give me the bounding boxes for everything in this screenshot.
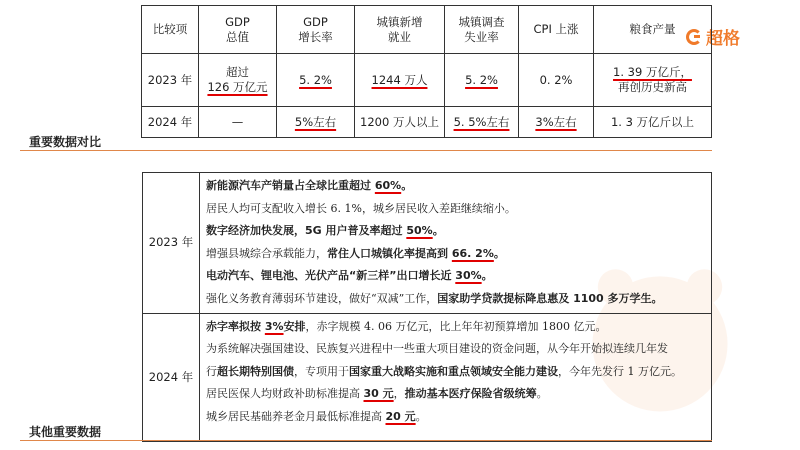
detail-line: 居民医保人均财政补助标准提高 30 元，推动基本医疗保险省级统筹。 bbox=[206, 387, 548, 401]
detail-line: 数字经济加快发展，5G 用户普及率超过 50%。 bbox=[206, 224, 444, 238]
section-divider bbox=[20, 150, 712, 151]
gdp-growth-cell: 5%左右 bbox=[277, 107, 355, 138]
new-jobs-cell: 1244 万人 bbox=[355, 54, 445, 107]
cpi-cell: 3%左右 bbox=[519, 107, 594, 138]
new-jobs-cell: 1200 万人以上 bbox=[355, 107, 445, 138]
unemployment-cell: 5. 2% bbox=[445, 54, 519, 107]
table-row bbox=[143, 173, 712, 314]
header-gdp-growth: GDP 增长率 bbox=[277, 6, 355, 54]
header-new-jobs: 城镇新增 就业 bbox=[355, 6, 445, 54]
gdp-growth-cell: 5. 2% bbox=[277, 54, 355, 107]
comparison-header-row bbox=[142, 6, 712, 54]
row-year: 2023 年 bbox=[143, 173, 200, 314]
unemployment-cell: 5. 5%左右 bbox=[445, 107, 519, 138]
detail-line: 新能源汽车产销量占全球比重超过 60%。 bbox=[206, 179, 413, 192]
section-label-comparison: 重要数据对比 bbox=[29, 135, 102, 149]
cpi-cell: 0. 2% bbox=[519, 54, 594, 107]
header-cpi: CPI 上涨 bbox=[519, 6, 594, 54]
header-gdp-total: GDP 总值 bbox=[199, 6, 277, 54]
detail-line: 电动汽车、锂电池、光伏产品“新三样”出口增长近 30%。 bbox=[206, 269, 493, 283]
gdp-total-cell: — bbox=[199, 107, 277, 138]
section-divider bbox=[20, 440, 712, 441]
table-row bbox=[143, 313, 712, 441]
table-row bbox=[142, 107, 712, 138]
header-grain: 粮食产量 bbox=[594, 6, 712, 54]
table-row bbox=[142, 54, 712, 107]
detail-line: 城乡居民基础养老金月最低标准提高 20 元。 bbox=[206, 409, 427, 423]
row-year: 2024 年 bbox=[142, 107, 199, 138]
grain-cell: 1. 39 万亿斤， 再创历史新高 bbox=[594, 54, 712, 107]
row-details bbox=[200, 313, 712, 441]
other-data-table bbox=[142, 172, 712, 442]
detail-line: 增强县城综合承载能力，常住人口城镇化率提高到 66. 2%。 bbox=[206, 246, 505, 260]
header-unemployment: 城镇调查 失业率 bbox=[445, 6, 519, 54]
detail-line: 居民人均可支配收入增长 6. 1%，城乡居民收入差距继续缩小。 bbox=[206, 201, 516, 215]
row-year: 2023 年 bbox=[142, 54, 199, 107]
section-label-other-data: 其他重要数据 bbox=[29, 425, 102, 439]
row-year: 2024 年 bbox=[143, 313, 200, 441]
detail-line: 强化义务教育薄弱环节建设，做好“双减”工作，国家助学贷款提标降息惠及 1100 多万学生。 bbox=[206, 291, 663, 305]
brand-name: 超格 bbox=[706, 29, 740, 49]
detail-line: 为系统解决强国建设、民族复兴进程中一些重大项目建设的资金问题，从今年开始拟连续几年发 bbox=[206, 342, 668, 356]
gdp-total-cell: 超过 126 万亿元 bbox=[199, 54, 277, 107]
comparison-table bbox=[141, 5, 712, 138]
detail-line: 赤字率拟按 3%安排，赤字规模 4. 06 万亿元，比上年年初预算增加 1800 亿元。 bbox=[206, 319, 607, 333]
row-details bbox=[200, 173, 712, 314]
detail-line: 行超长期特别国债，专项用于国家重大战略实施和重点领域安全能力建设，今年先发行 1 万亿元。 bbox=[206, 364, 682, 378]
grain-cell: 1. 3 万亿斤以上 bbox=[594, 107, 712, 138]
header-item: 比较项 bbox=[142, 6, 199, 54]
